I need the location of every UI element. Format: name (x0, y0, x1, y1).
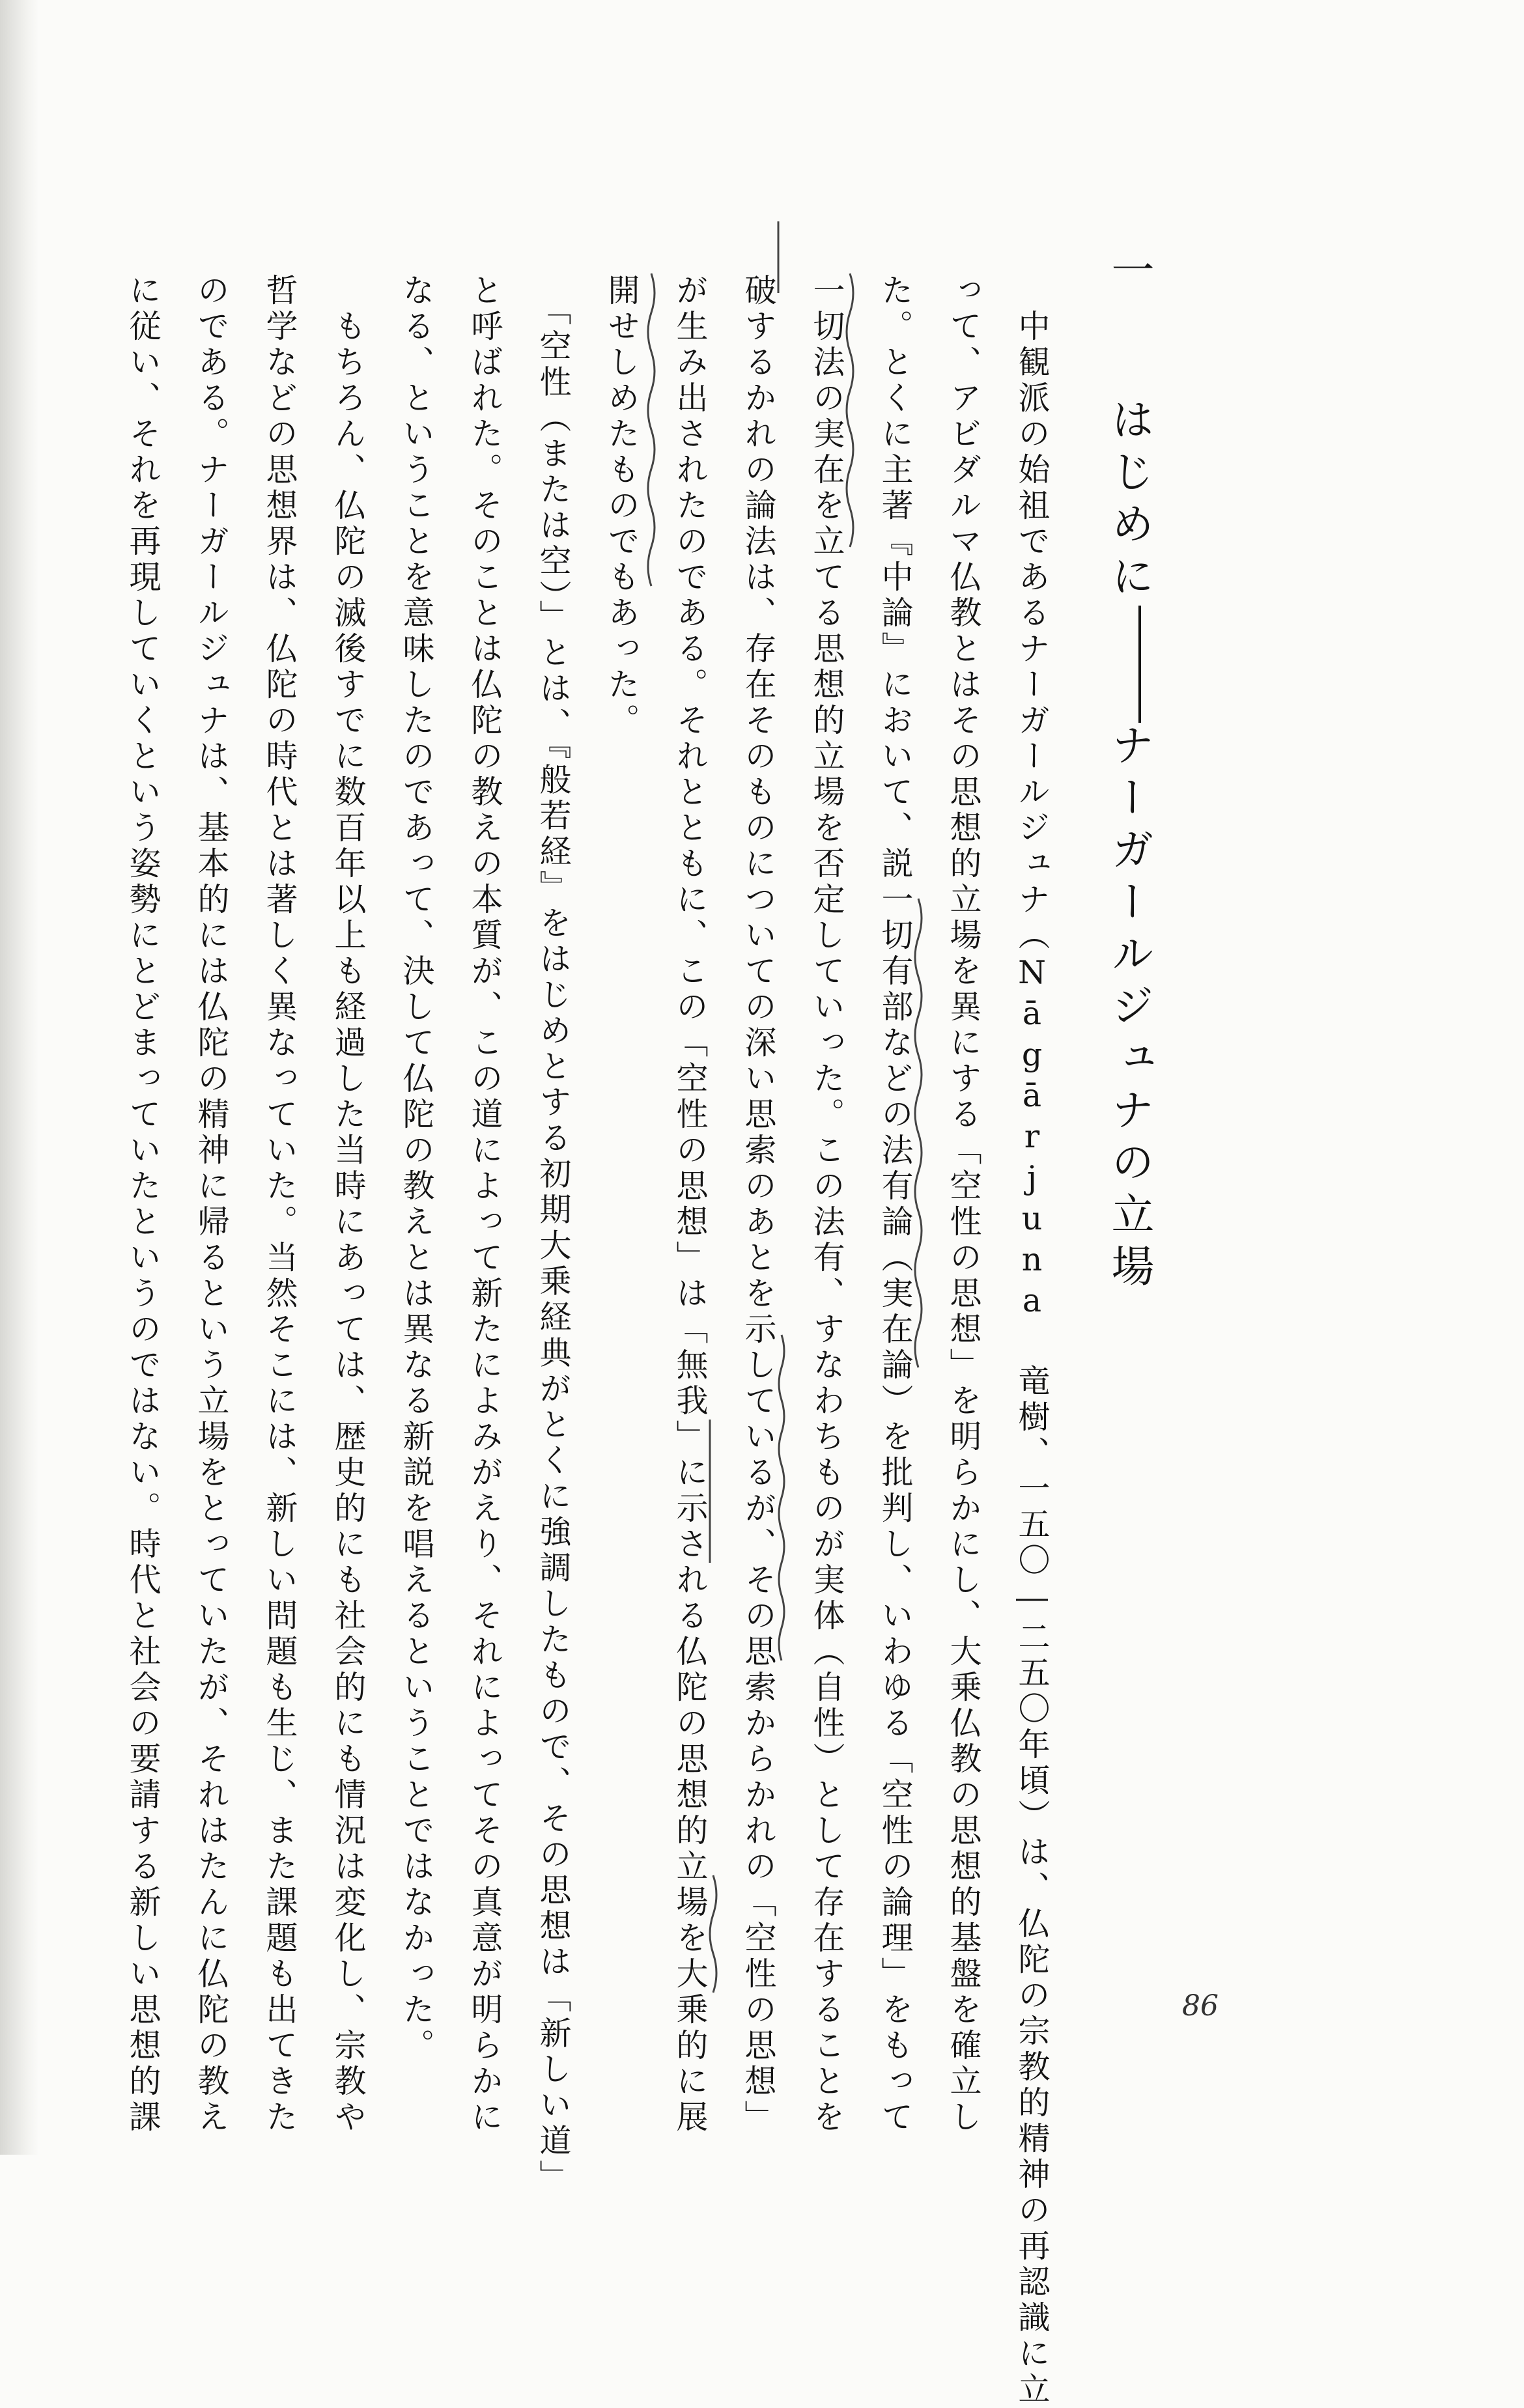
text-column-2: って、アビダルマ仏教とはその思想的立場を異にする「空性の思想」を明らかにし、大乗仏教の思想的基盤を確立し (945, 273, 982, 2136)
text-column-1: 中観派の始祖であるナーガールジュナ（Nāgārjuna 竜樹、一五〇―二五〇年頃）は、仏陀の宗教的精神の再認識に立 (1013, 273, 1051, 2408)
text-column-5: 破するかれの論法は、存在そのものについての深い思索のあとを示しているが、その思索からかれの「空性の思想」 (740, 273, 777, 2136)
text-column-12: 哲学などの思想界は、仏陀の時代とは著しく異なっていた。当然そこには、新しい問題も生じ、また課題も出てきた (261, 273, 298, 2136)
section-title-part1: はじめに (1104, 397, 1154, 606)
text-column-10: なる、ということを意味したのであって、決して仏陀の教えとは異なる新説を唱えるということではなかった。 (398, 273, 435, 2064)
text-column-14: に従い、それを再現していくという姿勢にとどまっていたというのではない。時代と社会の要請する新しい思想的課 (124, 273, 162, 2136)
text-column-13: のである。ナーガールジュナは、基本的には仏陀の精神に帰るという立場をとっていたが、それはたんに仏陀の教え (193, 273, 230, 2136)
section-title-part2: ナーガールジュナの立場 (1104, 723, 1154, 1296)
text-column-11: もちろん、仏陀の滅後すでに数百年以上も経過した当時にあっては、歴史的にも社会的にも情況は変化し、宗教や (330, 273, 367, 2136)
em-dash (1138, 606, 1141, 723)
text-column-3: た。とくに主著『中論』において、説一切有部などの法有論（実在論）を批判し、いわゆる「空性の論理」をもって (877, 273, 914, 2136)
text-column-7: 開せしめたものでもあった。 (603, 273, 640, 739)
text-column-6: が生み出されたのである。それとともに、この「空性の思想」は「無我」に示される仏陀の思想的立場を大乗的に展 (671, 273, 709, 2136)
page-number: 86 (1182, 1989, 1219, 2023)
section-number: 一 (1104, 247, 1154, 300)
text-column-4: 一切法の実在を立てる思想的立場を否定していった。この法有、すなわちものが実体（自性）として存在することを (808, 273, 845, 2136)
section-heading (1104, 247, 1161, 1296)
page-edge-shadow (0, 0, 39, 2155)
text-column-9: と呼ばれた。そのことは仏陀の教えの本質が、この道によって新たによみがえり、それによってその真意が明らかに (466, 273, 503, 2136)
text-column-8: 「空性（または空）」とは、『般若経』をはじめとする初期大乗経典がとくに強調したもので、その思想は「新しい道」 (535, 273, 572, 2196)
